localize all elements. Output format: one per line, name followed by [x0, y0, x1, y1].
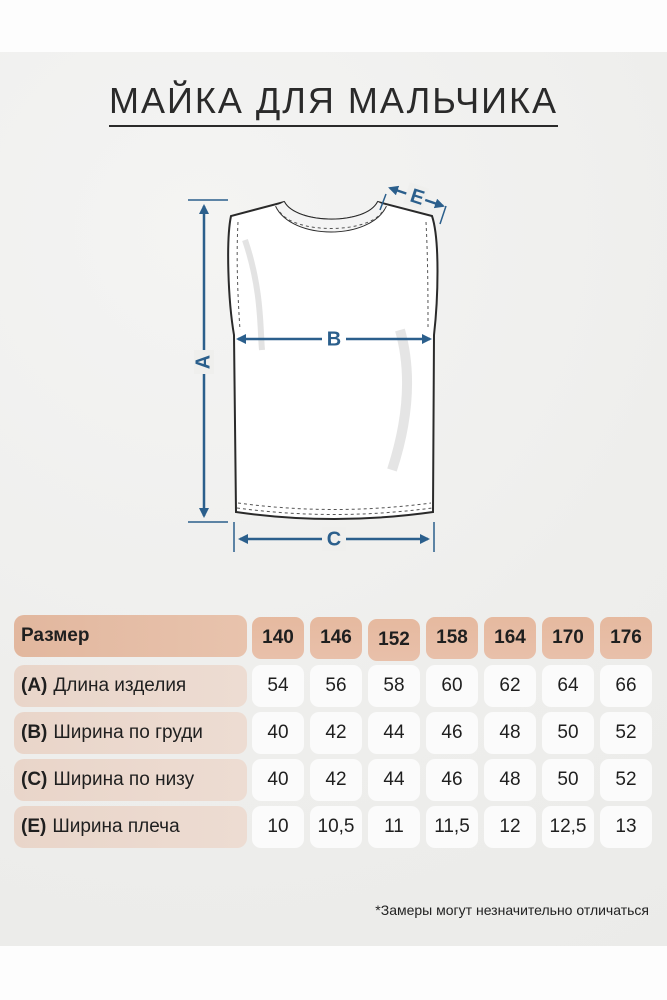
- table-cell: 12: [484, 806, 536, 848]
- table-cell: 50: [542, 712, 594, 754]
- table-cell: 64: [542, 665, 594, 707]
- size-164: 164: [484, 617, 536, 659]
- table-cell: 44: [368, 759, 420, 801]
- page-title-text: МАЙКА ДЛЯ МАЛЬЧИКА: [109, 80, 558, 127]
- size-158: 158: [426, 617, 478, 659]
- row-name: Ширина плеча: [52, 816, 180, 837]
- row-code: (E): [21, 816, 47, 837]
- table-cell: 54: [252, 665, 304, 707]
- table-cell: 50: [542, 759, 594, 801]
- dimension-a-label: A: [192, 354, 215, 370]
- size-152: 152: [368, 619, 420, 661]
- table-cell: 13: [600, 806, 652, 848]
- table-cell: 66: [600, 665, 652, 707]
- size-146: 146: [310, 617, 362, 659]
- row-name: Длина изделия: [53, 675, 187, 696]
- table-cell: 56: [310, 665, 362, 707]
- table-cell: 40: [252, 712, 304, 754]
- tank-top-outline: [228, 202, 437, 519]
- size-header-label: Размер: [14, 615, 247, 657]
- row-name: Ширина по низу: [53, 769, 195, 790]
- table-cell: 42: [310, 712, 362, 754]
- row-label: [14, 759, 247, 801]
- dimension-a: [188, 200, 228, 522]
- dimension-c: [234, 522, 434, 552]
- row-label: [14, 806, 247, 848]
- table-cell: 10: [252, 806, 304, 848]
- row-code: (A): [21, 675, 48, 696]
- table-cell: 62: [484, 665, 536, 707]
- table-cell: 58: [368, 665, 420, 707]
- table-cell: 12,5: [542, 806, 594, 848]
- table-cell: 48: [484, 759, 536, 801]
- table-cell: 11: [368, 806, 420, 848]
- table-cell: 60: [426, 665, 478, 707]
- size-140: 140: [252, 617, 304, 659]
- table-cell: 42: [310, 759, 362, 801]
- table-cell: 44: [368, 712, 420, 754]
- row-code: (C): [21, 769, 48, 790]
- row-label: [14, 712, 247, 754]
- footnote: *Замеры могут незначительно отличаться: [375, 902, 649, 918]
- table-cell: 46: [426, 712, 478, 754]
- table-cell: 11,5: [426, 806, 478, 848]
- bottom-margin: [0, 946, 667, 1000]
- table-cell: 40: [252, 759, 304, 801]
- row-code: (B): [21, 722, 48, 743]
- dimension-c-label: C: [326, 528, 342, 551]
- table-cell: 46: [426, 759, 478, 801]
- size-176: 176: [600, 617, 652, 659]
- table-cell: 48: [484, 712, 536, 754]
- dimension-e-label: E: [407, 184, 427, 210]
- table-cell: 52: [600, 759, 652, 801]
- table-cell: 52: [600, 712, 652, 754]
- size-170: 170: [542, 617, 594, 659]
- row-label: [14, 665, 247, 707]
- table-cell: 10,5: [310, 806, 362, 848]
- row-name: Ширина по груди: [53, 722, 203, 743]
- dimension-b-label: B: [326, 328, 342, 351]
